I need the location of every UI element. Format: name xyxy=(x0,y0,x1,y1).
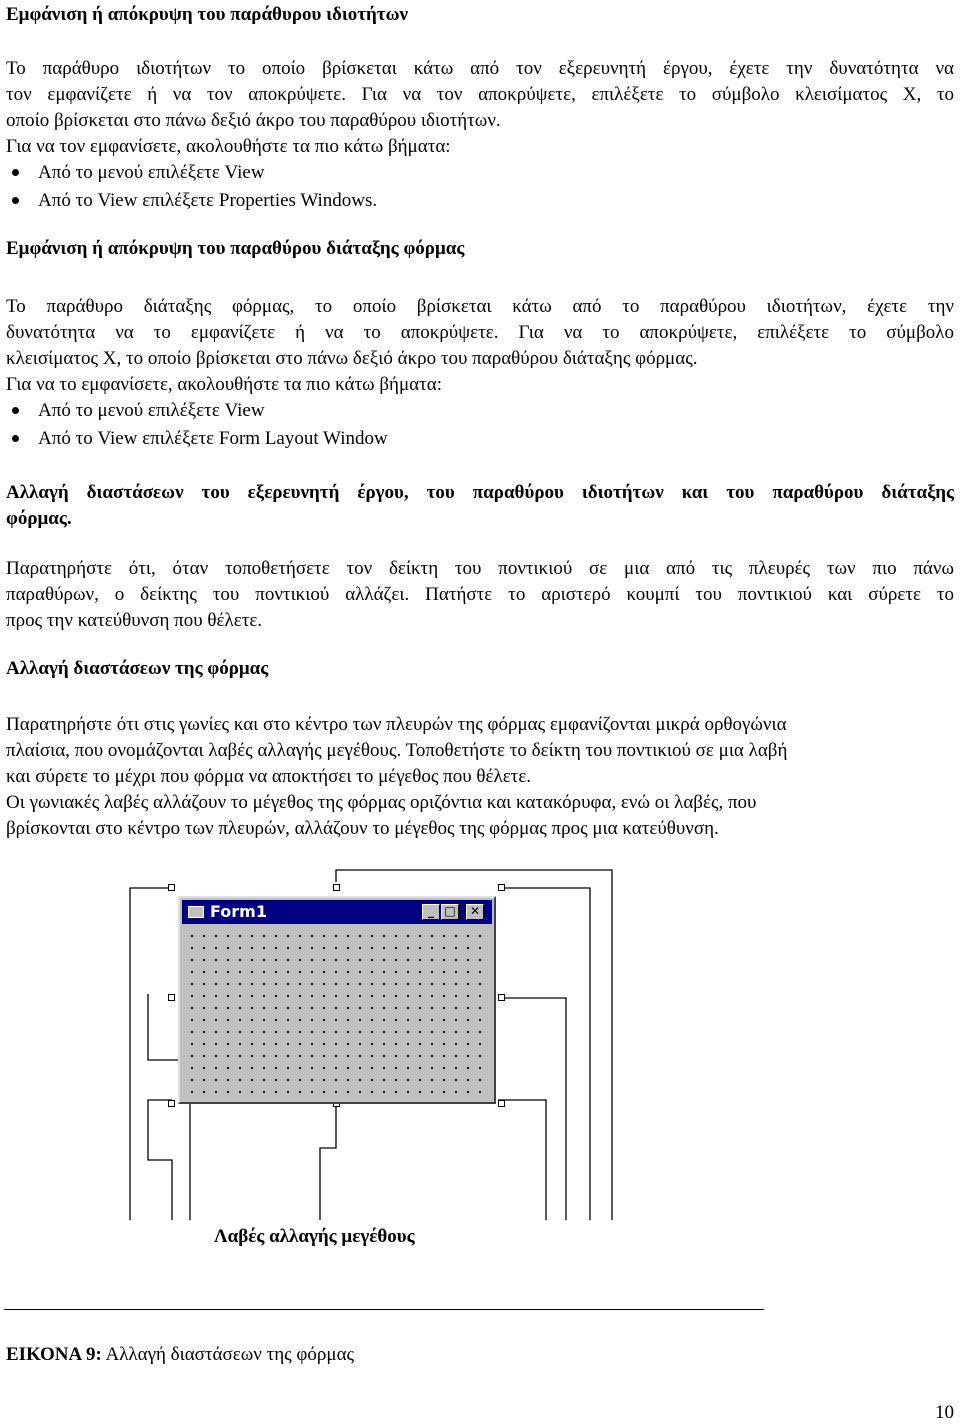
paragraph-line: δυνατότητα να το εμφανίζετε ή να το αποκρύψετε. Για να το αποκρύψετε, επιλέξετε το σύμβολο xyxy=(6,322,954,343)
window-titlebar[interactable] xyxy=(182,900,492,924)
minimize-button[interactable]: _ xyxy=(422,904,440,920)
resize-handle-bottom-right[interactable] xyxy=(498,1100,505,1107)
resize-handle-bottom-left[interactable] xyxy=(168,1100,175,1107)
paragraph-line: τον εμφανίζετε ή να τον αποκρύψετε. Για να τον αποκρύψετε, επιλέξετε το σύμβολο κλεισίματος Χ, το xyxy=(6,84,954,105)
section-heading-form-layout-window: Εμφάνιση ή απόκρυψη του παραθύρου διάταξης φόρμας xyxy=(6,238,465,259)
paragraph-line: και σύρετε το μέχρι που φόρμα να αποκτήσει το μέγεθος που θέλετε. xyxy=(6,766,532,787)
maximize-button[interactable]: □ xyxy=(441,904,459,920)
list-item: Από το View επιλέξετε Properties Windows. xyxy=(38,190,378,211)
section-heading-resize-windows: Αλλαγή διαστάσεων του εξερευνητή έργου, του παραθύρου ιδιοτήτων και του παραθύρου διάταξης xyxy=(6,482,954,503)
steps-intro: Για να το εμφανίσετε, ακολουθήστε τα πιο κάτω βήματα: xyxy=(6,374,442,395)
paragraph-line: Παρατηρήστε ότι στις γωνίες και στο κέντρο των πλευρών της φόρμας εμφανίζονται μικρά ορθογώνια xyxy=(6,714,787,735)
paragraph-line: προς την κατεύθυνση που θέλετε. xyxy=(6,610,263,631)
caption-text: Αλλαγή διαστάσεων της φόρμας xyxy=(101,1344,355,1365)
form-icon xyxy=(188,906,204,918)
section-heading-properties-window: Εμφάνιση ή απόκρυψη του παράθυρου ιδιοτήτων xyxy=(6,4,408,25)
paragraph-line: Οι γωνιακές λαβές αλλάζουν το μέγεθος της φόρμας οριζόντια και κατακόρυφα, ενώ οι λαβές, που xyxy=(6,792,757,813)
form-window[interactable] xyxy=(178,896,496,1104)
form-grid-area[interactable] xyxy=(184,928,490,1098)
callout-label: Λαβές αλλαγής μεγέθους xyxy=(214,1226,415,1247)
paragraph-line: βρίσκονται στο κέντρο των πλευρών, αλλάζουν το μέγεθος της φόρμας προς μια κατεύθυνση. xyxy=(6,818,719,839)
paragraph-line: πλαίσια, που ονομάζονται λαβές αλλαγής μεγέθους. Τοποθετήστε το δείκτη του ποντικιού σε μια λαβή xyxy=(6,740,788,761)
section-heading-resize-form: Αλλαγή διαστάσεων της φόρμας xyxy=(6,658,269,679)
paragraph-line: οποίο βρίσκεται στο πάνω δεξιό άκρο του παραθύρου ιδιοτήτων. xyxy=(6,110,501,131)
paragraph-line: κλεισίματος Χ, το οποίο βρίσκεται στο πάνω δεξιό άκρο του παραθύρου διάταξης φόρμας. xyxy=(6,348,698,369)
figure-caption xyxy=(6,1342,354,1368)
paragraph-line: Παρατηρήστε ότι, όταν τοποθετήσετε τον δείκτη του ποντικιού σε μια από τις πλευρές των πιο πάνω xyxy=(6,558,954,579)
window-title: Form1 xyxy=(210,902,267,921)
close-button[interactable]: ✕ xyxy=(466,904,484,920)
paragraph-line: παραθύρων, ο δείκτης του ποντικιού αλλάζει. Πατήστε το αριστερό κουμπί του ποντικιού και σύρετε το xyxy=(6,584,954,605)
paragraph-line: Το παράθυρο διάταξης φόρμας, το οποίο βρίσκεται κάτω από το παραθύρου ιδιοτήτων, έχετε την xyxy=(6,296,954,317)
resize-handle-top-right[interactable] xyxy=(498,884,505,891)
list-item: Από το View επιλέξετε Form Layout Window xyxy=(38,428,388,449)
list-item: Από το μενού επιλέξετε View xyxy=(38,162,265,183)
page-number: 10 xyxy=(935,1402,954,1423)
paragraph-line: Το παράθυρο ιδιοτήτων το οποίο βρίσκεται κάτω από τον εξερευνητή έργου, έχετε την δυνατότητα να xyxy=(6,58,954,79)
caption-label: ΕΙΚΟΝΑ 9: xyxy=(6,1344,102,1365)
list-item: Από το μενού επιλέξετε View xyxy=(38,400,265,421)
caption-divider xyxy=(4,1309,764,1310)
resize-handle-middle-left[interactable] xyxy=(168,994,175,1001)
resize-handle-top-center[interactable] xyxy=(333,884,340,891)
steps-intro: Για να τον εμφανίσετε, ακολουθήστε τα πιο κάτω βήματα: xyxy=(6,136,451,157)
resize-handle-top-left[interactable] xyxy=(168,884,175,891)
resize-handle-middle-right[interactable] xyxy=(498,994,505,1001)
section-heading-resize-windows-cont: φόρμας. xyxy=(6,508,72,529)
